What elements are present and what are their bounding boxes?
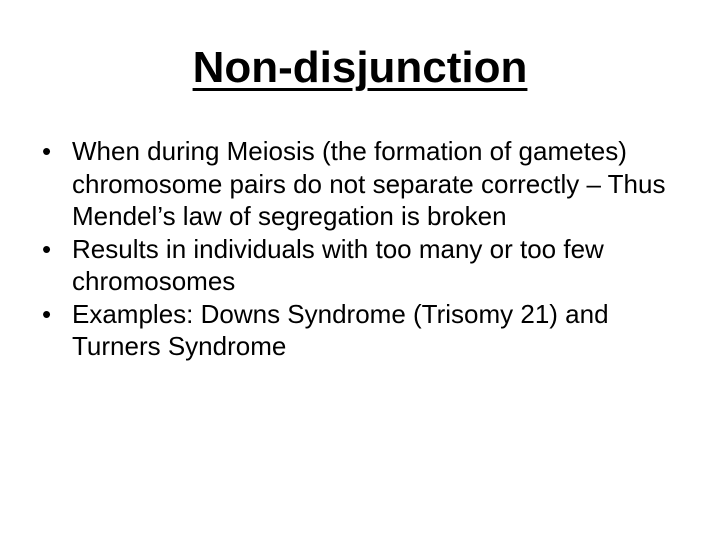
bullet-icon: • [42,136,52,166]
bullet-item [42,298,682,363]
bullet-icon: • [42,233,52,264]
bullet-text: Examples: Downs Syndrome (Trisomy 21) and Turners Syndrome [72,298,609,361]
slide-title: Non-disjunction [192,43,528,92]
bullet-list [42,135,682,363]
bullet-text: Results in individuals with too many or too few chromosomes [72,233,604,296]
bullet-item [42,233,682,298]
bullet-item [42,135,682,233]
bullet-icon: • [42,298,52,329]
bullet-text: When during Meiosis (the formation of gametes) chromosome pairs do not separate correctly – Thus Mendel’s law of segregation is broken [72,136,666,231]
